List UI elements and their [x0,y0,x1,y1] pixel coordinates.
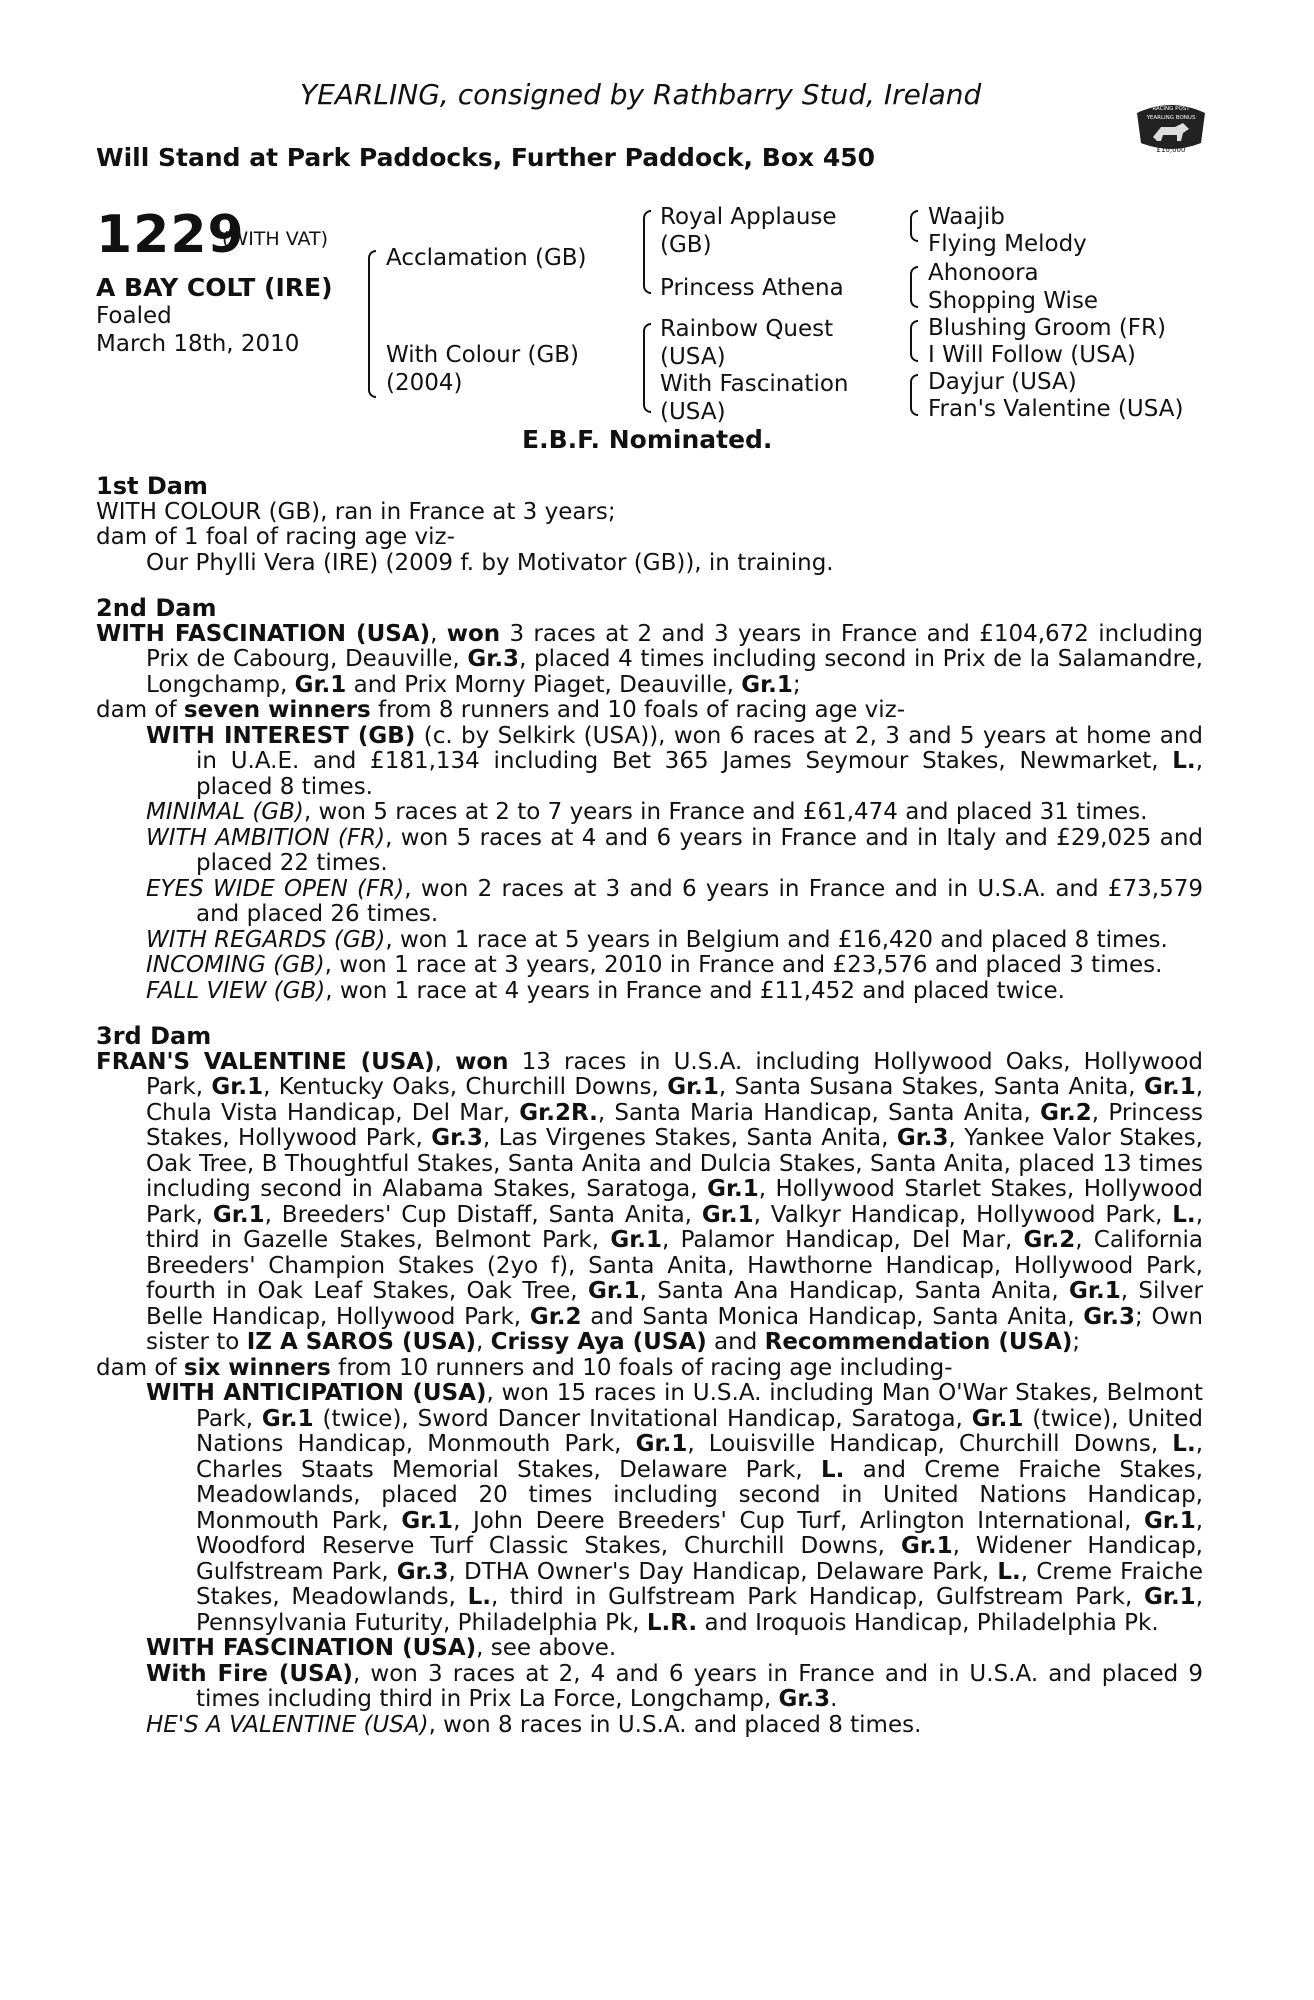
second-dam-produce [96,698,1203,724]
grade: Gr.1 [1144,1584,1196,1610]
pedigree-dam-sire [660,315,833,371]
t: , Yankee Valor Stakes, Oak Tree, B Thoughtful Stakes, Santa Anita and Dulcia Stakes, Santa Anita, placed 13 times including second in Alabama Stakes, Saratoga, [146,1125,1203,1202]
t: (twice), United Nations Handicap, Monmouth Park, [196,1405,1204,1457]
offspring-name: WITH FASCINATION (USA) [146,1635,477,1661]
pedigree-brace-g1 [910,210,918,242]
lot-number: 1229 [96,205,245,265]
grade: Gr.2 [1023,1227,1076,1253]
grade: Gr.1 [294,671,347,698]
pedigree-sire: Acclamation (GB) [386,245,587,271]
offspring-name: MINIMAL (GB) [146,799,304,825]
grade: Gr.3 [396,1558,449,1585]
t: , [476,1329,491,1355]
foaled-date: March 18th, 2010 [96,331,300,357]
t: , Breeders' Cup Distaff, Santa Anita, [264,1201,702,1228]
produce-text-a: dam of [96,697,184,723]
pedigree-dam-dam-line2: (USA) [660,399,726,425]
badge-amount-text: £10,000 [1156,146,1186,154]
vat-label: (WITH VAT) [222,228,329,250]
grade: Gr.1 [610,1227,662,1253]
grade: Gr.1 [587,1278,640,1304]
t: 13 races in U.S.A. including Hollywood Oaks, Hollywood Park, [146,1048,1203,1100]
offspring-name: FALL VIEW (GB) [146,977,326,1004]
offspring-item [96,1713,1203,1739]
t: , see above. [476,1635,617,1661]
t: , Louisville Handicap, Churchill Downs, [687,1431,1173,1457]
pedigree-gen3-7: Dayjur (USA) [928,369,1077,395]
offspring-text: , won 1 race at 5 years in Belgium and £16,420 and placed 8 times. [385,926,1168,953]
t: , Santa Susana Stakes, Santa Anita, [718,1074,1145,1100]
grade: Gr.1 [667,1074,719,1100]
second-dam-heading: 2nd Dam [96,594,217,622]
pedigree-sire-sire [660,203,837,259]
produce-text-a: dam of [96,1354,184,1381]
t: ; [1072,1329,1081,1355]
first-dam-heading: 1st Dam [96,472,208,500]
sibling-name: Crissy Aya (USA) [490,1329,707,1355]
offspring-text: , won 5 races at 4 and 6 years in France and in Italy and £29,025 and placed 22 times. [196,824,1203,876]
t: , Chula Vista Handicap, Del Mar, [146,1074,1204,1126]
t: ; Own sister to [146,1303,1203,1355]
t: . [830,1686,838,1712]
pedigree-gen3-1: Waajib [928,204,1005,230]
grade: L. [997,1558,1021,1585]
grade: L. [1172,1431,1196,1457]
produce-winners: six winners [183,1354,331,1381]
pedigree-sire-sire-line1: Royal Applause [660,204,837,230]
lot-name: A BAY COLT (IRE) [96,273,333,302]
grade: Gr.1 [900,1533,953,1559]
pedigree-gen3-3: Ahonoora [928,260,1039,286]
produce-winners: seven winners [183,697,371,723]
second-dam-text-a: 3 races at 2 and 3 years in France and £104,672 including Prix de Cabourg, Deauville, [146,620,1203,672]
t: , Santa Ana Handicap, Santa Anita, [639,1278,1070,1304]
pedigree-dam-sire-line1: Rainbow Quest [660,316,834,342]
t: , Palamor Handicap, Del Mar, [662,1227,1024,1253]
consignment-header: YEARLING, consigned by Rathbarry Stud, Ireland [300,78,982,111]
t: , Woodford Reserve Turf Classic Stakes, Churchill Downs, [196,1507,1204,1559]
grade: Gr.1 [1144,1507,1196,1534]
t: , third in Gulfstream Park Handicap, Gulfstream Park, [491,1584,1144,1610]
ebf-nominated: E.B.F. Nominated. [522,425,773,454]
pedigree-dam-line2: (2004) [386,370,463,396]
second-dam-para: WITH FASCINATION (USA), won 3 races at 2 and 3 years in France and £104,672 including Prix de Cabourg, Deauville, Gr.3, placed 4 times including second in Prix de la Salamandre, Longchamp, Gr.1 and Prix Morny Piaget, Deauville, Gr.1; [96,620,1203,698]
pedigree-brace-g4 [910,374,918,416]
foaled-label: Foaled [96,303,172,329]
first-dam-line1: WITH COLOUR (GB), ran in France at 3 years; [96,498,616,525]
offspring-text: (c. by Selkirk (USA)), won 6 races at 2, 3 and 5 years at home and in U.A.E. and £181,134 including Bet 365 James Seymour Stakes, Newmarket, [196,722,1203,774]
offspring-name: HE'S A VALENTINE (USA) [146,1711,429,1738]
pedigree-dam-sire-line2: (USA) [660,344,726,370]
t: , John Deere Breeders' Cup Turf, Arlington International, [453,1507,1145,1534]
offspring-item [96,826,1203,877]
grade: Gr.2 [529,1303,582,1330]
third-dam-heading: 3rd Dam [96,1022,212,1050]
offspring-name: INCOMING (GB) [146,952,325,978]
offspring-item [96,953,1203,979]
offspring-item [96,1662,1203,1713]
grade: Gr.2R. [519,1099,598,1126]
third-dam-name: FRAN'S VALENTINE (USA) [96,1048,435,1075]
sibling-name: Recommendation (USA) [764,1329,1073,1355]
produce-text-c: from 10 runners and 10 foals of racing age including- [330,1354,953,1381]
grade: Gr.1 [635,1431,688,1457]
grade: L.R. [646,1609,698,1636]
t: , third in Gazelle Stakes, Belmont Park, [146,1201,1203,1253]
t: , California Breeders' Champion Stakes (2yo f), Santa Anita, Hawthorne Handicap, Hollywood Park, fourth in Oak Leaf Stakes, Oak Tree, [146,1227,1204,1304]
t: , Widener Handicap, Gulfstream Park, [196,1533,1203,1585]
t: , Princess Stakes, Hollywood Park, [146,1099,1204,1151]
offspring-text: , won 1 race at 4 years in France and £11,452 and placed twice. [325,977,1065,1004]
t: , Las Virgenes Stakes, Santa Anita, [482,1125,897,1151]
t: and Santa Monica Handicap, Santa Anita, [581,1303,1084,1330]
offspring-text: , placed 8 times. [196,748,1203,800]
grade: Gr.2 [1040,1099,1092,1126]
grade: Gr.3 [467,646,520,672]
third-dam-para: FRAN'S VALENTINE (USA), won 13 races in U.S.A. including Hollywood Oaks, Hollywood Park, Gr.1, Kentucky Oaks, Churchill Downs, Gr.1, Santa Susana Stakes, Santa Anita, Gr.1, Chula Vista Handicap, Del Mar, Gr.2R., Santa Maria Handicap, Santa Anita, Gr.2, Princess Stakes, Hollywood Park, Gr.3, Las Virgenes Stakes, Santa Anita, Gr.3, Yankee Valor Stakes, Oak Tree, B Thoughtful Stakes, Santa Anita and Dulcia Stakes, Santa Anita, placed 13 times including second in Alabama Stakes, Saratoga, Gr.1, Hollywood Starlet Stakes, Hollywood Park, Gr.1, Breeders' Cup Distaff, Santa Anita, Gr.1, Valkyr Handicap, Hollywood Park, L., third in Gazelle Stakes, Belmont Park, Gr.1, Palamor Handicap, Del Mar, Gr.2, California Breeders' Champion Stakes (2yo f), Santa Anita, Hawthorne Handicap, Hollywood Park, fourth in Oak Leaf Stakes, Oak Tree, Gr.1, Santa Ana Handicap, Santa Anita, Gr.1, Silver Belle Handicap, Hollywood Park, Gr.2 and Santa Monica Handicap, Santa Anita, Gr.3; Own sister to IZ A SAROS (USA), Crissy Aya (USA) and Recommendation (USA); [96,1048,1204,1355]
offspring-text: , won 2 races at 3 and 6 years in France and in U.S.A. and £73,579 and placed 26 times. [196,875,1204,927]
pedigree-brace-sire [643,210,651,294]
offspring-item [96,877,1203,928]
offspring-item [96,724,1203,801]
offspring-item [96,1636,1203,1662]
grade: Gr.1 [971,1405,1024,1432]
t: (twice), Sword Dancer Invitational Handicap, Saratoga, [313,1405,972,1432]
pedigree-brace-g2 [910,266,918,308]
pedigree-gen3-8: Fran's Valentine (USA) [928,396,1184,422]
pedigree-sire-dam: Princess Athena [660,275,844,301]
offspring-item [96,800,1203,826]
t: , Creme Fraiche Stakes, Meadowlands, [196,1558,1203,1610]
offspring-name: With Fire (USA) [146,1660,353,1687]
offspring-item [96,1381,1203,1636]
sibling-name: IZ A SAROS (USA) [246,1329,477,1355]
second-dam-text-d: ; [792,671,801,698]
grade: Gr.3 [1083,1303,1135,1330]
first-dam-line3: Our Phylli Vera (IRE) (2009 f. by Motivator (GB)), in training. [146,549,834,576]
pedigree-gen3-4: Shopping Wise [928,288,1099,314]
pedigree-gen3-2: Flying Melody [928,231,1087,257]
second-dam-text-b: , placed 4 times including second in Prix de la Salamandre, Longchamp, [146,646,1203,698]
offspring-name: WITH AMBITION (FR) [146,824,386,851]
badge-top-text: RACING POST [1152,106,1190,112]
offspring-item [96,928,1203,954]
offspring-name: WITH REGARDS (GB) [146,926,386,953]
grade: L. [467,1584,492,1610]
t: , DTHA Owner's Day Handicap, Delaware Park, [448,1558,998,1585]
offspring-text: , won 5 races at 2 to 7 years in France and £61,474 and placed 31 times. [303,799,1148,825]
pedigree-brace-dam [643,323,651,413]
offspring-text: , won 1 race at 3 years, 2010 in France and £23,576 and placed 3 times. [324,952,1163,978]
t: , Silver Belle Handicap, Hollywood Park, [146,1278,1203,1330]
t: , Pennsylvania Futurity, Philadelphia Pk, [196,1584,1203,1636]
pedigree-dam-dam [660,370,849,426]
t: , Hollywood Starlet Stakes, Hollywood Park, [146,1176,1204,1228]
second-dam-text-c: and Prix Morny Piaget, Deauville, [346,671,742,698]
grade: Gr.3 [431,1125,483,1151]
pedigree-brace-main [368,250,376,398]
grade: L. [1172,1201,1196,1228]
pedigree-dam [386,341,579,397]
third-dam-produce [96,1356,1203,1382]
grade: Gr.1 [211,1074,264,1100]
second-dam-won: won [446,620,501,647]
grade: Gr.1 [701,1201,754,1228]
grade: Gr.1 [1069,1278,1121,1304]
t: and Creme Fraiche Stakes, Meadowlands, placed 20 times including second in United Nations Handicap, Monmouth Park, [196,1456,1203,1534]
t: , Charles Staats Memorial Stakes, Delaware Park, [196,1431,1204,1483]
offspring-item [96,979,1203,1005]
yearling-bonus-badge-icon [1131,99,1211,155]
second-dam-name: WITH FASCINATION (USA) [96,620,431,647]
grade: L. [1172,748,1196,774]
grade: Gr.1 [1144,1074,1196,1100]
offspring-name: WITH INTEREST (GB) [146,722,416,749]
pedigree-brace-g3 [910,320,918,362]
t: , Valkyr Handicap, Hollywood Park, [753,1201,1173,1228]
t: and Iroquois Handicap, Philadelphia Pk. [697,1609,1159,1636]
grade: Gr.1 [212,1201,265,1228]
foaled-info [96,302,299,358]
grade: Gr.1 [707,1176,759,1202]
pedigree-dam-dam-line1: With Fascination [660,371,849,397]
grade: Gr.1 [741,671,793,698]
grade: Gr.1 [401,1507,454,1534]
third-dam-won: won [455,1048,509,1075]
produce-text-c: from 8 runners and 10 foals of racing age viz- [370,697,906,723]
t: and [706,1329,765,1355]
pedigree-gen3-6: I Will Follow (USA) [928,342,1136,368]
first-dam-line2: dam of 1 foal of racing age viz- [96,524,455,550]
pedigree-dam-line1: With Colour (GB) [386,342,580,368]
badge-mid-text: YEARLING BONUS [1146,115,1196,121]
pedigree-sire-sire-line2: (GB) [660,232,712,258]
grade: Gr.3 [778,1686,831,1712]
t: , Kentucky Oaks, Churchill Downs, [263,1074,668,1100]
t: , won 3 races at 2, 4 and 6 years in France and in U.S.A. and placed 9 times including third in Prix La Force, Longchamp, [196,1660,1203,1712]
pedigree-gen3-5: Blushing Groom (FR) [928,315,1166,341]
stand-location: Will Stand at Park Paddocks, Further Paddock, Box 450 [96,143,876,172]
dam-record [96,474,1203,1738]
offspring-name: EYES WIDE OPEN (FR) [146,875,405,902]
t: , won 8 races in U.S.A. and placed 8 times. [428,1711,922,1738]
grade: Gr.1 [261,1405,314,1432]
t: , Santa Maria Handicap, Santa Anita, [597,1099,1041,1126]
t: , won 15 races in U.S.A. including Man O'War Stakes, Belmont Park, [196,1380,1203,1432]
grade: Gr.3 [896,1125,949,1151]
offspring-name: WITH ANTICIPATION (USA) [146,1380,487,1406]
grade: L. [820,1456,845,1483]
